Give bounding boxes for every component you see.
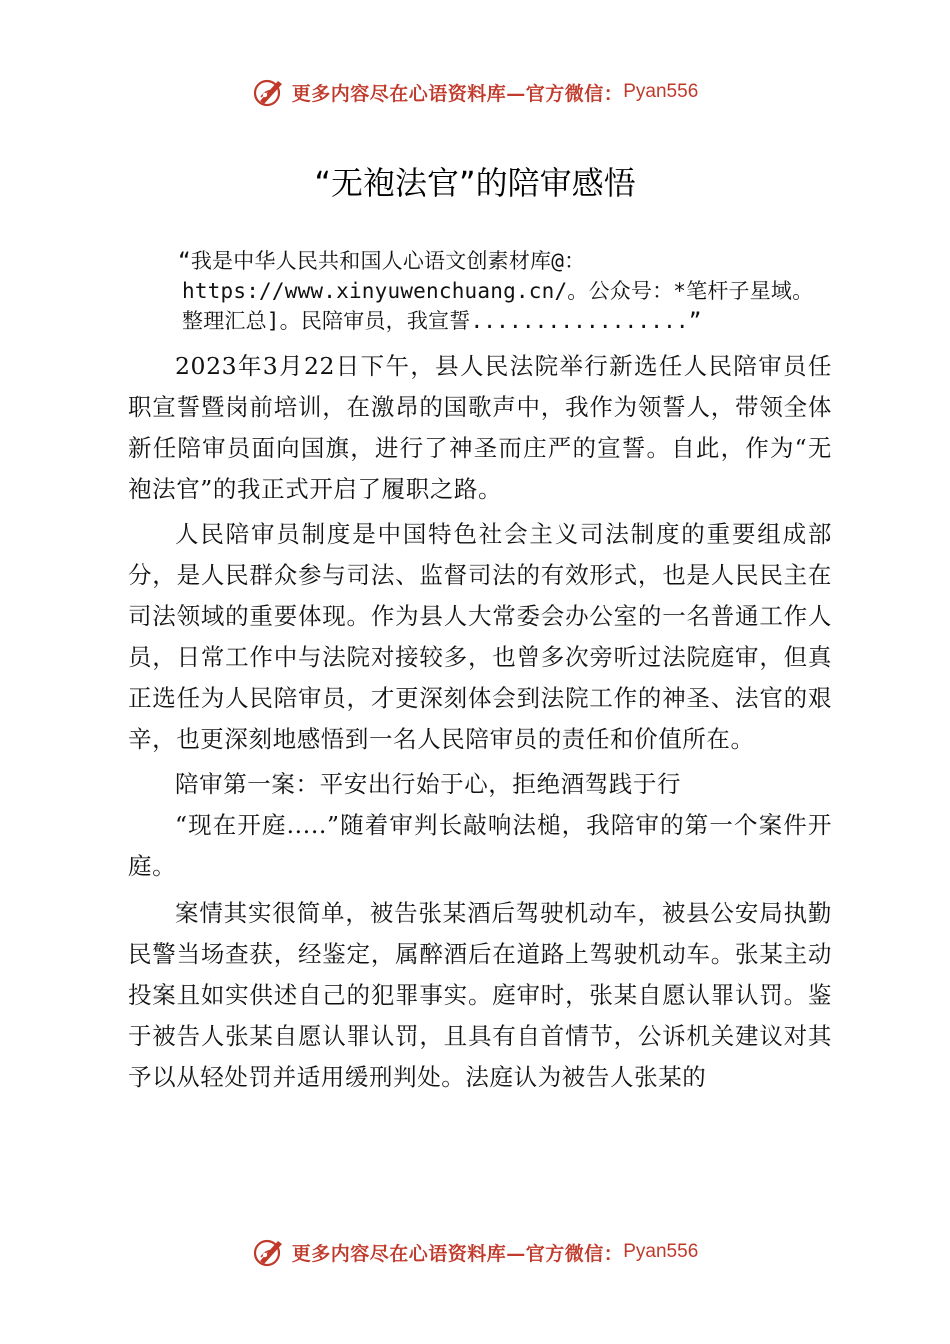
banner-wechat-id: Pyan556 [623, 81, 699, 102]
banner-text: 更多内容尽在心语资料库—官方微信： [291, 82, 624, 105]
document-title: “无袍法官”的陪审感悟 [314, 164, 636, 202]
section-heading: 陪审第一案：平安出行始于心，拒绝酒驾践于行 [175, 770, 682, 798]
banner-wechat-id: Pyan556 [623, 1241, 699, 1262]
pen-seal-logo-icon [252, 75, 286, 109]
paragraph-3: “现在开庭.....”随着审判长敲响法槌，我陪审的第一个案件开庭。 [128, 811, 832, 880]
paragraph-4: 案情其实很简单，被告张某酒后驾驶机动车，被县公安局执勤民警当场查获，经鉴定，属醉酒后在道路上驾驶机动车。张某主动投案且如实供述自己的犯罪事实。庭审时，张某自愿认罪认罚。鉴于被告人张某自愿认罪认罚，且具有自首情节，公诉机关建议对其予以从轻处罚并适用缓刑判处。法庭认为被告人张某的 [128, 899, 832, 1091]
pen-seal-logo-icon [252, 1235, 286, 1269]
footer-banner [0, 1232, 950, 1272]
intro-line: “我是中华人民共和国人心语文创素材库@：https://www.xinyuwenchuang.cn/。公众号：*笔杆子星域。整理汇总]。民陪审员，我宣誓.................” [178, 249, 814, 333]
paragraph-1: 2023年3月22日下午，县人民法院举行新选任人民陪审员任职宣誓暨岗前培训，在激昂的国歌声中，我作为领誓人，带领全体新任陪审员面向国旗，进行了神圣而庄严的宣誓。自此，作为“无袍法官”的我正式开启了履职之路。 [128, 352, 832, 503]
paragraph-2: 人民陪审员制度是中国特色社会主义司法制度的重要组成部分，是人民群众参与司法、监督司法的有效形式，也是人民民主在司法领域的重要体现。作为县人大常委会办公室的一名普通工作人员，日常工作中与法院对接较多，也曾多次旁听过法院庭审，但真正选任为人民陪审员，才更深刻体会到法院工作的神圣、法官的艰辛，也更深刻地感悟到一名人民陪审员的责任和价值所在。 [128, 520, 832, 753]
header-banner [0, 72, 950, 112]
banner-text: 更多内容尽在心语资料库—官方微信： [291, 1242, 624, 1265]
document-body [128, 246, 832, 1098]
